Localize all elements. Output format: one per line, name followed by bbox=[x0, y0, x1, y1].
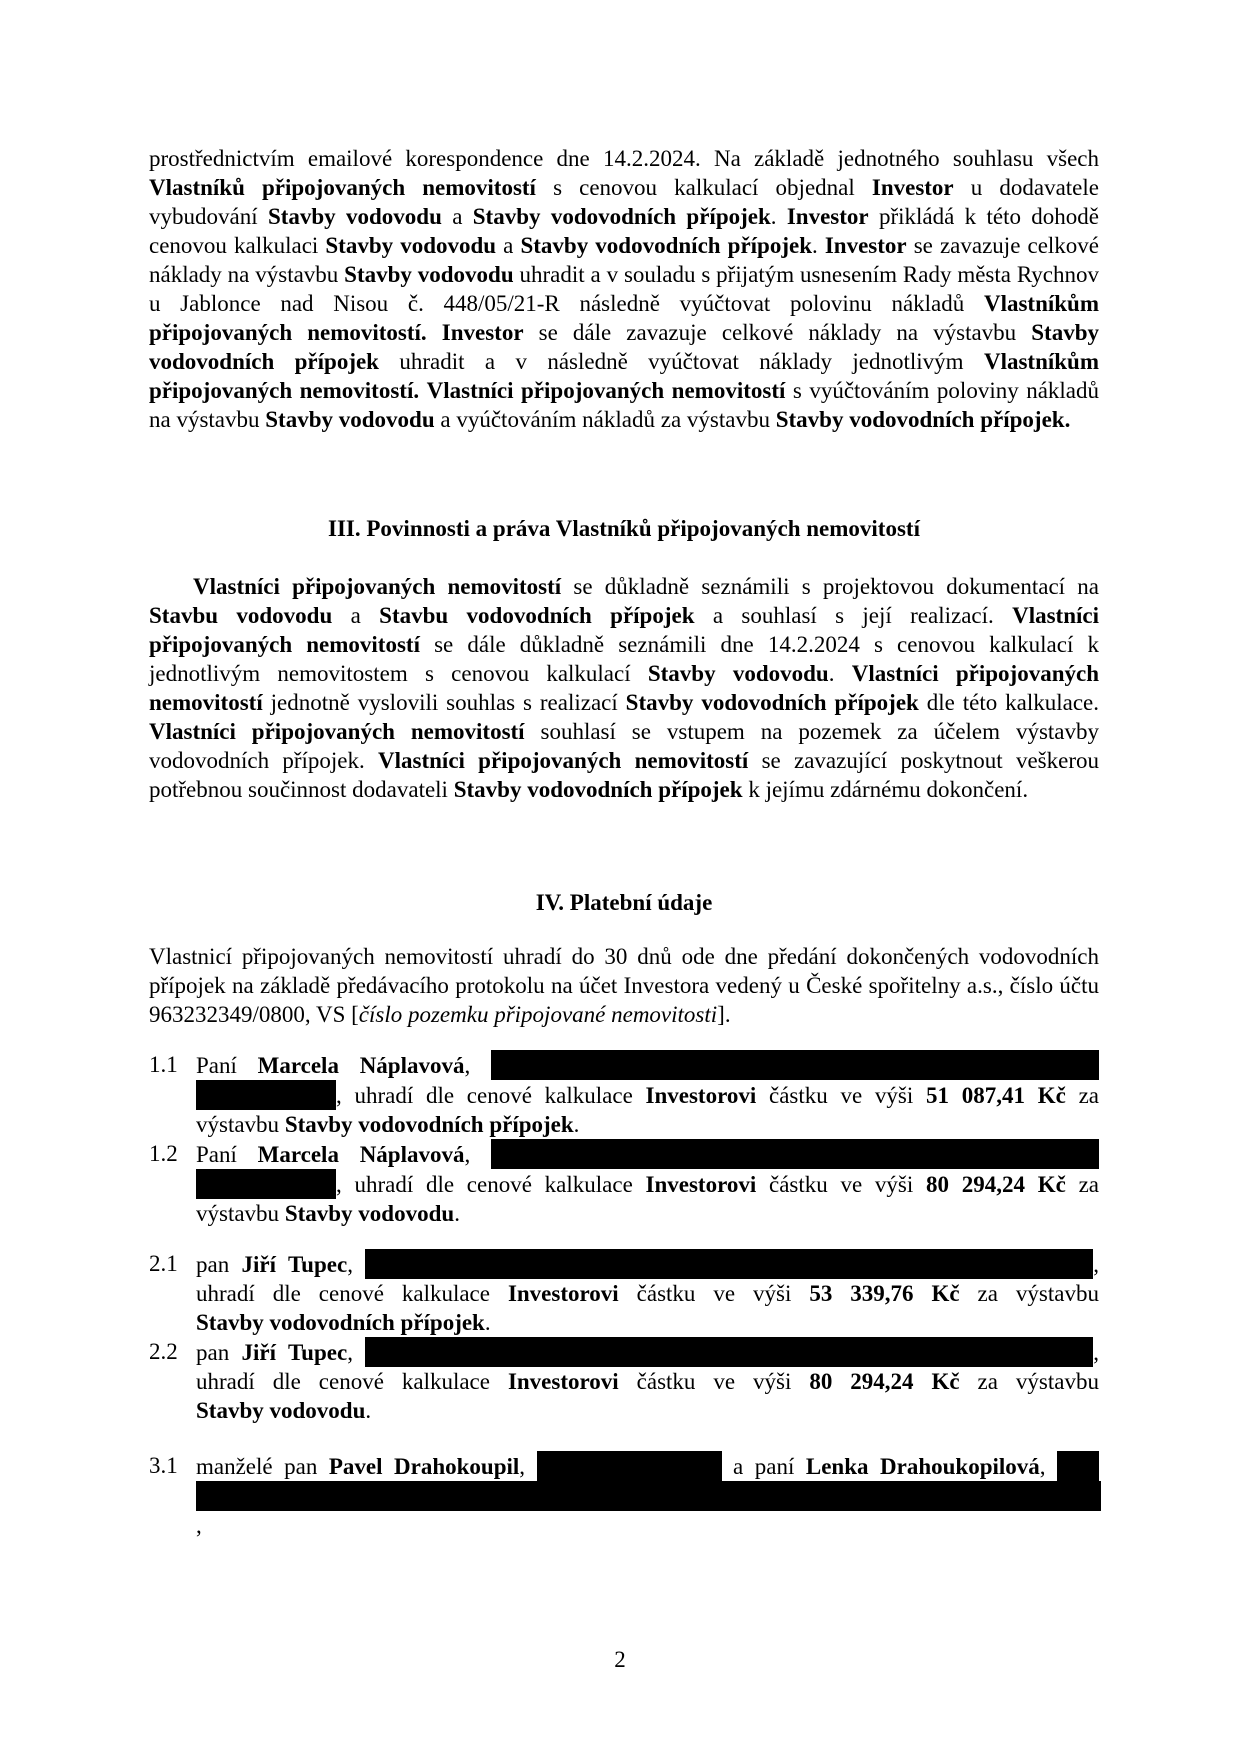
text-run: k jejímu zdárnému dokončení. bbox=[742, 777, 1029, 802]
text-run: , uhradí dle cenové kalkulace bbox=[336, 1083, 646, 1108]
item-number: 2.1 bbox=[149, 1251, 178, 1276]
text-run: dle této kalkulace. bbox=[918, 690, 1099, 715]
text-run: Stavbu vodovodu bbox=[149, 603, 333, 628]
text-run: a bbox=[496, 233, 521, 258]
text-run: částku ve výši bbox=[756, 1172, 927, 1197]
item-line bbox=[196, 1308, 1099, 1337]
text-run: Investorovi bbox=[507, 1369, 619, 1394]
text-run: 80 294,24 Kč bbox=[926, 1172, 1066, 1197]
text-run: Vlastníci připojovaných nemovitostí bbox=[149, 603, 1099, 657]
redaction-bar bbox=[491, 1050, 1099, 1080]
text-run: s vyúčtováním poloviny nákladů na výstavbu bbox=[149, 378, 1100, 432]
redaction-bar bbox=[1057, 1451, 1099, 1481]
text-run: se dále zavazuje celkové náklady na výstavbu bbox=[523, 320, 1032, 345]
redaction-bar bbox=[196, 1481, 1101, 1511]
payment-item-3-1 bbox=[149, 1451, 1099, 1540]
intro-paragraph bbox=[149, 144, 1099, 434]
redaction-bar bbox=[491, 1139, 1099, 1169]
payment-item-2-1 bbox=[149, 1249, 1099, 1337]
text-run: , bbox=[196, 1513, 202, 1538]
text-run: Stavby vodovodu bbox=[196, 1398, 366, 1423]
payment-intro-paragraph bbox=[149, 942, 1099, 1029]
text-run bbox=[419, 378, 427, 403]
text-run: Paní bbox=[196, 1142, 258, 1167]
item-line bbox=[196, 1169, 1099, 1199]
text-run: Vlastníci připojovaných nemovitostí bbox=[149, 661, 1099, 715]
text-run: se dále důkladně seznámili dne 14.2.2024 s cenovou kalkulací k jednotlivým nemovitostem s cenovou kalkulací bbox=[149, 632, 1099, 686]
text-run: Jiří Tupec bbox=[241, 1340, 348, 1365]
text-run: , bbox=[1093, 1252, 1100, 1277]
item-line bbox=[196, 1110, 1099, 1139]
text-run: , bbox=[519, 1454, 537, 1479]
text-run: pan bbox=[196, 1340, 242, 1365]
text-run: uhradí dle cenové kalkulace bbox=[196, 1281, 508, 1306]
text-run: Stavby vodovodu bbox=[284, 1201, 455, 1226]
text-run: za bbox=[1065, 1083, 1099, 1108]
item-lines bbox=[196, 1451, 1099, 1540]
text-run: Vlastníci připojovaných nemovitostí bbox=[378, 748, 749, 773]
section4-heading: IV. Platební údaje bbox=[535, 890, 713, 915]
text-run: Marcela Náplavová bbox=[257, 1142, 465, 1167]
text-run: , bbox=[347, 1252, 366, 1277]
text-run: Stavby vodovodních přípojek bbox=[520, 233, 813, 258]
text-run: Marcela Náplavová bbox=[257, 1053, 465, 1078]
text-run: Paní bbox=[196, 1053, 258, 1078]
text-run: . bbox=[770, 204, 787, 229]
item-line bbox=[196, 1279, 1099, 1308]
text-run: Investor bbox=[441, 320, 524, 345]
text-run: Stavby vodovodních přípojek bbox=[472, 204, 771, 229]
item-number: 3.1 bbox=[149, 1453, 178, 1478]
text-run: . bbox=[484, 1310, 491, 1335]
payment-item-1-1 bbox=[149, 1050, 1099, 1139]
text-run: uhradí dle cenové kalkulace bbox=[196, 1369, 508, 1394]
text-run: Vlastnicí připojovaných nemovitostí uhradí do 30 dnů ode dne předání dokončených vodovodních přípojek na základě předávacího protokolu na účet Investora vedený u České spořitelny a.s., číslo účtu 963232349/0800, VS [ bbox=[149, 944, 1099, 1027]
text-run: manželé pan bbox=[196, 1454, 329, 1479]
text-run: , bbox=[347, 1340, 366, 1365]
text-run bbox=[427, 320, 442, 345]
text-run: a souhlasí s její realizací. bbox=[694, 603, 1013, 628]
text-run: částku ve výši bbox=[756, 1083, 927, 1108]
item-lines bbox=[196, 1139, 1099, 1228]
text-run: Stavby vodovodu bbox=[267, 204, 442, 229]
text-run: Stavby vodovodu bbox=[325, 233, 497, 258]
text-run: za výstavbu bbox=[959, 1281, 1099, 1306]
item-lines bbox=[196, 1050, 1099, 1139]
text-run: za bbox=[1065, 1172, 1099, 1197]
item-line bbox=[196, 1481, 1099, 1540]
item-number: 1.1 bbox=[149, 1052, 178, 1077]
text-run: 51 087,41 Kč bbox=[926, 1083, 1066, 1108]
item-number: 1.2 bbox=[149, 1141, 178, 1166]
payment-item-2-2 bbox=[149, 1337, 1099, 1425]
text-run: Vlastníkům připojovaných nemovitostí. bbox=[149, 291, 1099, 345]
text-run: Vlastníků připojovaných nemovitostí bbox=[149, 175, 536, 200]
item-line bbox=[196, 1080, 1099, 1110]
redaction-bar bbox=[365, 1249, 1093, 1279]
text-run: Stavby vodovodních přípojek bbox=[625, 690, 919, 715]
text-run: uhradit a v souladu s přijatým usnesením Rady města Rychnov u Jablonce nad Nisou č. 448/05/21-R následně vyúčtovat polovinu nákladů bbox=[149, 262, 1099, 316]
item-lines bbox=[196, 1249, 1099, 1337]
payment-item-1-2 bbox=[149, 1139, 1099, 1228]
text-run: prostřednictvím emailové korespondence dne 14.2.2024. Na základě jednotného souhlasu všech bbox=[149, 146, 1099, 171]
text-run: . bbox=[812, 233, 825, 258]
text-run: Investor bbox=[871, 175, 954, 200]
text-run: Lenka Drahoukopilová bbox=[805, 1454, 1040, 1479]
text-run: s cenovou kalkulací objednal bbox=[535, 175, 872, 200]
payment-items-list bbox=[149, 1050, 1099, 1540]
text-run: , bbox=[464, 1053, 491, 1078]
text-run: Jiří Tupec bbox=[241, 1252, 348, 1277]
text-run: , bbox=[1093, 1340, 1100, 1365]
item-line bbox=[196, 1050, 1099, 1080]
text-run: výstavbu bbox=[196, 1112, 285, 1137]
item-lines bbox=[196, 1337, 1099, 1425]
text-run: uhradit a v následně vyúčtovat náklady jednotlivým bbox=[378, 349, 984, 374]
text-run: , bbox=[1039, 1454, 1058, 1479]
text-run: 53 339,76 Kč bbox=[809, 1281, 960, 1306]
text-run: u dodavatele vybudování bbox=[149, 175, 1099, 229]
text-run: částku ve výši bbox=[618, 1369, 810, 1394]
item-line bbox=[196, 1451, 1099, 1481]
text-run: . bbox=[573, 1112, 580, 1137]
item-line bbox=[196, 1396, 1099, 1425]
text-run: Stavby vodovodu bbox=[265, 407, 435, 432]
text-run: Stavby vodovodních přípojek bbox=[284, 1112, 574, 1137]
text-run: a paní bbox=[721, 1454, 806, 1479]
text-run: Vlastníci připojovaných nemovitostí bbox=[149, 719, 525, 744]
text-run: Investor bbox=[824, 233, 907, 258]
text-run: Stavby vodovodu bbox=[344, 262, 514, 287]
text-run: pan bbox=[196, 1252, 242, 1277]
text-run: a vyúčtováním nákladů za výstavbu bbox=[434, 407, 776, 432]
text-run: se důkladně seznámili s projektovou dokumentací na bbox=[561, 574, 1099, 599]
item-line bbox=[196, 1249, 1099, 1279]
text-run: Investorovi bbox=[645, 1083, 757, 1108]
text-run: za výstavbu bbox=[959, 1369, 1099, 1394]
text-run: 80 294,24 Kč bbox=[809, 1369, 960, 1394]
text-run: ]. bbox=[717, 1002, 731, 1027]
redaction-bar bbox=[196, 1169, 336, 1199]
text-run: Stavby vodovodních přípojek bbox=[196, 1310, 485, 1335]
text-run: . bbox=[454, 1201, 460, 1226]
text-run: Investorovi bbox=[507, 1281, 619, 1306]
text-run: jednotně vyslovili souhlas s realizací bbox=[262, 690, 626, 715]
text-run: Investor bbox=[786, 204, 869, 229]
text-run: Stavbu vodovodních přípojek bbox=[379, 603, 695, 628]
redaction-bar bbox=[196, 1080, 336, 1110]
text-run: Investorovi bbox=[645, 1172, 757, 1197]
text-run: . bbox=[828, 661, 852, 686]
section3-paragraph bbox=[149, 572, 1099, 804]
page-number: 2 bbox=[614, 1647, 626, 1672]
text-run: přikládá k této dohodě cenovou kalkulaci bbox=[149, 204, 1100, 258]
redaction-bar bbox=[365, 1337, 1093, 1367]
text-run: výstavbu bbox=[196, 1201, 285, 1226]
redaction-bar bbox=[537, 1451, 722, 1481]
text-run: , bbox=[464, 1142, 491, 1167]
text-run: Pavel Drahokoupil bbox=[328, 1454, 520, 1479]
item-line bbox=[196, 1199, 1099, 1228]
text-run: se zavazuje celkové náklady na výstavbu bbox=[149, 233, 1100, 287]
item-line bbox=[196, 1337, 1099, 1367]
text-run: se zavazující poskytnout veškerou potřebnou součinnost dodavateli bbox=[149, 748, 1099, 802]
text-run: Vlastníci připojovaných nemovitostí bbox=[193, 574, 562, 599]
item-number: 2.2 bbox=[149, 1339, 178, 1364]
text-run: a bbox=[332, 603, 380, 628]
text-run: Stavby vodovodních přípojek bbox=[453, 777, 743, 802]
text-run: a bbox=[441, 204, 473, 229]
text-run: Stavby vodovodu bbox=[647, 661, 829, 686]
text-run: číslo pozemku připojované nemovitosti bbox=[358, 1002, 718, 1027]
text-run: Vlastníci připojovaných nemovitostí bbox=[426, 378, 786, 403]
text-run: . bbox=[365, 1398, 372, 1423]
text-run: Vlastníkům připojovaných nemovitostí. bbox=[149, 349, 1099, 403]
text-run: , uhradí dle cenové kalkulace bbox=[336, 1172, 646, 1197]
text-run: částku ve výši bbox=[618, 1281, 810, 1306]
section3-heading: III. Povinnosti a práva Vlastníků připojovaných nemovitostí bbox=[328, 516, 920, 541]
item-line bbox=[196, 1367, 1099, 1396]
text-run: Stavby vodovodních přípojek bbox=[149, 320, 1100, 374]
item-line bbox=[196, 1139, 1099, 1169]
text-run: Stavby vodovodních přípojek. bbox=[775, 407, 1071, 432]
text-run: souhlasí se vstupem na pozemek za účelem výstavby vodovodních přípojek. bbox=[149, 719, 1100, 773]
